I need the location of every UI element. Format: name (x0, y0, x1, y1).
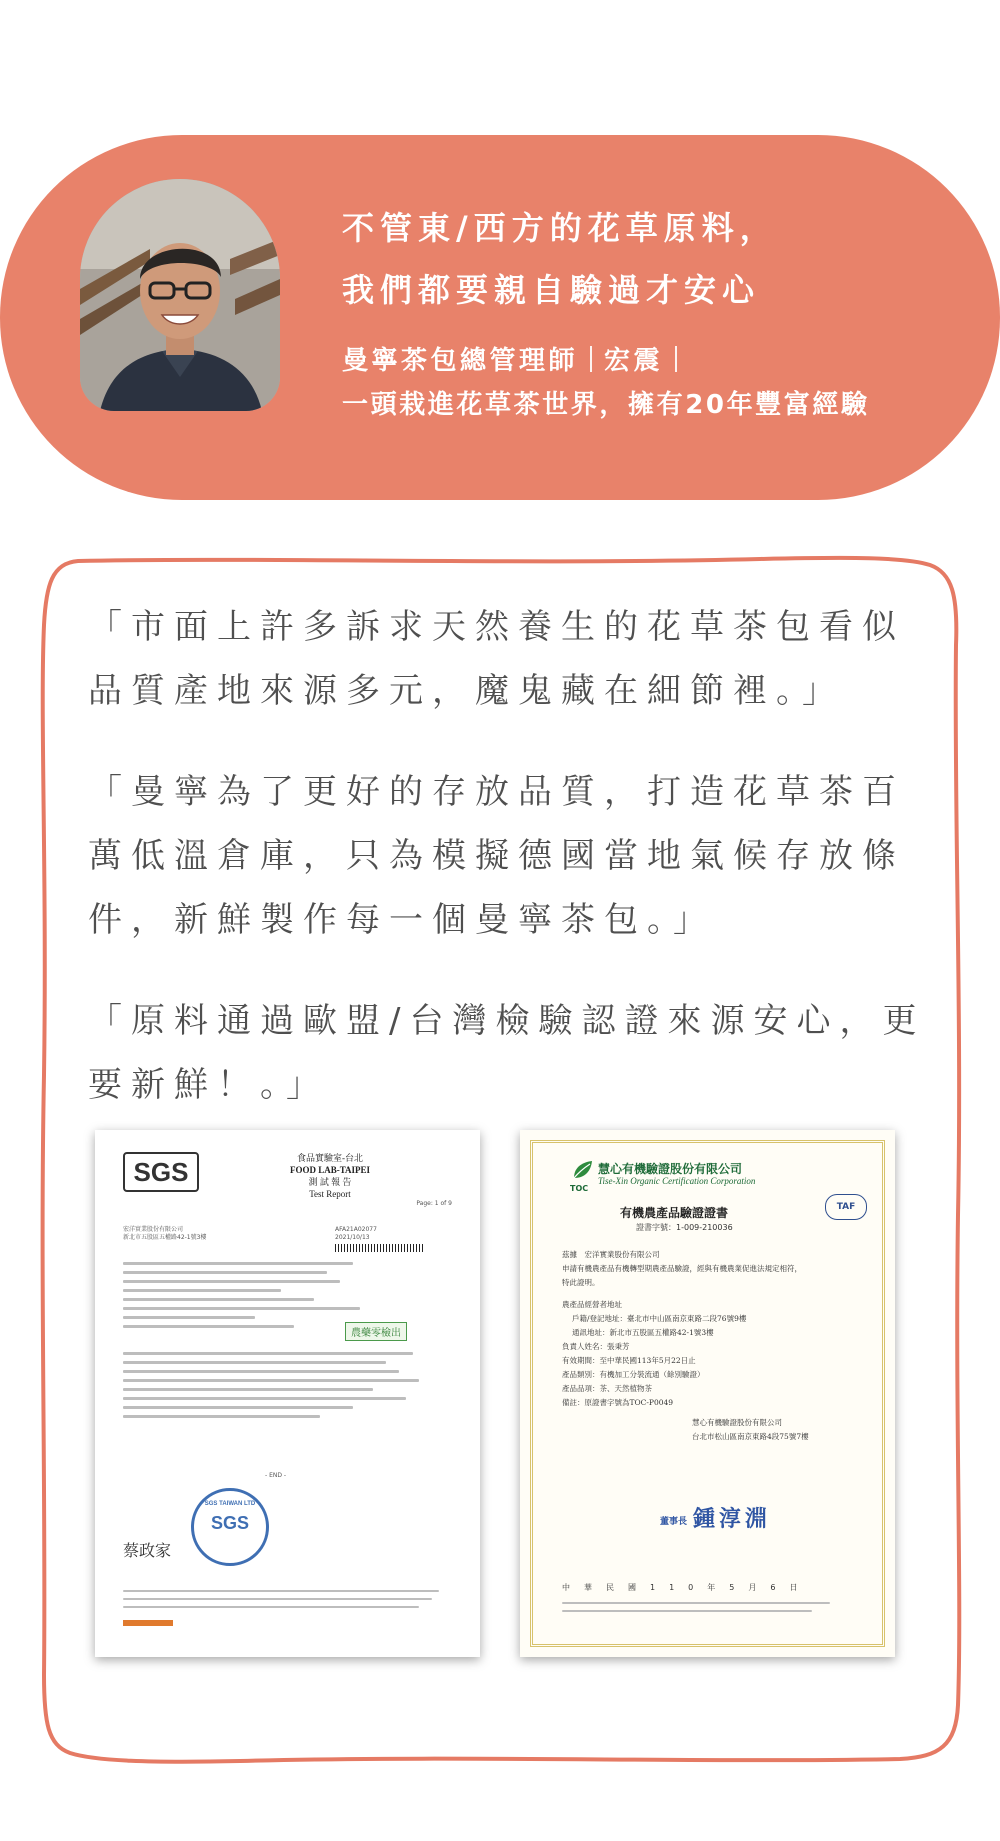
expert-avatar (80, 179, 280, 411)
sgs-lab-en: FOOD LAB-TAIPEI (289, 1165, 371, 1175)
sgs-footer-lines (123, 1590, 452, 1614)
sgs-seal-logo: SGS (210, 1513, 249, 1533)
toc-line: 通訊地址：新北市五股區五權路42-1號3樓 (572, 1328, 714, 1337)
toc-line: 農產品經營者地址 (562, 1300, 622, 1309)
toc-line: 戶籍/登記地址：臺北市中山區南京東路二段76號9樓 (572, 1314, 747, 1323)
taf-logo: TAF (825, 1194, 867, 1220)
sgs-barcode (335, 1244, 425, 1252)
sgs-seal (191, 1488, 269, 1566)
sgs-note-lines (123, 1352, 452, 1424)
sgs-address: 新北市五股區五權路42-1號3樓 (123, 1234, 207, 1241)
sgs-test-report (95, 1130, 480, 1657)
toc-line: 產品類別：有機加工分裝流通（餘別驗證） (562, 1370, 705, 1379)
toc-line: 特此證明。 (562, 1278, 600, 1287)
expert-experience: 一頭栽進花草茶世界，擁有20年豐富經驗 (342, 390, 870, 420)
expert-title: 曼寧茶包總管理師 (342, 346, 579, 376)
sgs-client: 宏洋實業股份有限公司 (123, 1226, 184, 1233)
sgs-report-en: Test Report (309, 1189, 351, 1199)
toc-line: 台北市松山區南京東路4段75號7樓 (692, 1432, 809, 1441)
sgs-seal-text: SGS TAIWAN LTD (204, 1501, 256, 1507)
toc-label: TOC (570, 1184, 589, 1193)
sgs-footer-bar (123, 1620, 173, 1626)
banner-text (342, 197, 870, 427)
chairman-name: 鍾淳淵 (693, 1506, 772, 1532)
quote-1: 「市面上許多訴求天然養生的花草茶包看似品質產地來源多元，魔鬼藏在細節裡。」 (88, 607, 905, 711)
toc-body (562, 1248, 862, 1444)
expert-banner (0, 135, 1000, 500)
sgs-lab-cn: 食品實驗室-台北 (297, 1153, 363, 1163)
expert-photo (80, 179, 280, 411)
toc-line: 負責人姓名：張秉芳 (562, 1342, 630, 1351)
pesticide-free-tag: 農藥零檢出 (345, 1322, 407, 1341)
toc-line: 慧心有機驗證股份有限公司 (692, 1418, 782, 1427)
sgs-end-mark: - END - (265, 1472, 287, 1479)
divider (590, 346, 592, 372)
organic-certificate (520, 1130, 895, 1657)
sgs-date: 2021/10/13 (335, 1234, 370, 1241)
sgs-report-cn: 測 試 報 告 (308, 1177, 352, 1187)
toc-line: 產品品項：茶、天然植物茶 (562, 1384, 652, 1393)
chairman-signature (660, 1502, 771, 1533)
toc-org-cn: 慧心有機驗證股份有限公司 (598, 1162, 743, 1176)
toc-org-en: Tise-Xin Organic Certification Corporation (598, 1176, 756, 1186)
banner-headline-2: 我們都要親自驗過才安心 (342, 271, 761, 309)
toc-cert-title: 有機農產品驗證證書 (620, 1206, 729, 1220)
toc-cert-number: 證書字號：1-009-210036 (636, 1223, 733, 1232)
toc-line: 茲據 宏洋實業股份有限公司 (562, 1250, 660, 1259)
banner-headline-1: 不管東/西方的花草原料， (342, 209, 778, 247)
toc-line: 申請有機農產品有機轉型期農產品驗證，經與有機農業促進法規定相符， (562, 1264, 802, 1273)
sgs-report-no: AFA21A02077 (335, 1226, 377, 1233)
divider (675, 346, 677, 372)
toc-footer-lines (562, 1602, 853, 1618)
quote-2: 「曼寧為了更好的存放品質，打造花草茶百萬低溫倉庫，只為模擬德國當地氣候存放條件，新鮮製作每一個曼寧茶包。」 (88, 772, 905, 940)
toc-leaf-icon (570, 1158, 594, 1182)
expert-name: 宏震 (604, 346, 664, 376)
sgs-header (265, 1152, 395, 1200)
sgs-logo: SGS (123, 1152, 199, 1192)
quote-3: 「原料通過歐盟/台灣檢驗認證來源安心，更要新鮮！。」 (88, 1001, 926, 1105)
toc-line: 備註：原證書字號為TOC-P0049 (562, 1398, 674, 1407)
toc-issue-date: 中華民國110年5月6日 (562, 1583, 812, 1592)
quote-list (88, 595, 928, 1154)
chairman-title: 董事長 (660, 1516, 688, 1527)
toc-line: 有效期間：至中華民國113年5月22日止 (562, 1356, 696, 1365)
expert-role (342, 339, 870, 383)
sgs-page: Page: 1 of 9 (416, 1200, 452, 1207)
sgs-signer: 蔡政家 (123, 1541, 172, 1560)
